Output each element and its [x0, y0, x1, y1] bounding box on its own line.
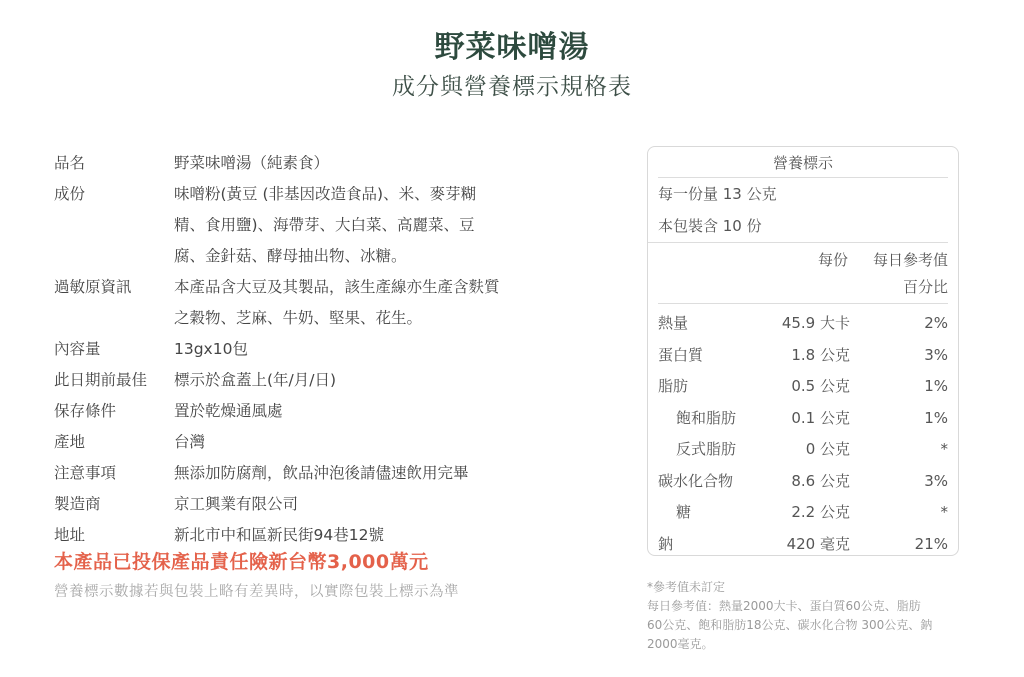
spec-row-allergen	[54, 272, 574, 334]
nutrition-row	[658, 308, 948, 340]
spec-value: 無添加防腐劑，飲品沖泡後請儘速飲用完畢	[174, 464, 469, 482]
footnote-line: 每日參考值：熱量2000大卡、蛋白質60公克、脂肪	[647, 599, 921, 613]
nutrient-qty: 0.1 公克	[791, 408, 850, 427]
nutrient-pct: 21%	[914, 534, 948, 553]
ingredients-line: 腐、金針菇、酵母抽出物、冰糖。	[174, 247, 407, 265]
spec-label: 內容量	[54, 340, 101, 358]
nutrient-pct: *	[940, 440, 948, 458]
col-daily-value: 每日參考值	[872, 251, 948, 269]
spec-label: 保存條件	[54, 402, 117, 420]
page-subtitle: 成分與營養標示規格表	[392, 74, 632, 100]
nutrition-row	[658, 529, 948, 561]
nutrition-panel	[647, 146, 959, 556]
ingredients-line: 精、食用鹽)、海帶芽、大白菜、高麗菜、豆	[174, 216, 475, 234]
ingredients-line: 味噌粉(黃豆 (非基因改造食品)、米、麥芽糊	[174, 185, 477, 203]
nutrient-qty: 8.6 公克	[791, 471, 850, 490]
spec-value	[174, 179, 574, 272]
nutrient-name: 鈉	[658, 534, 674, 553]
spec-row-name	[54, 148, 574, 179]
footnote-line: *參考值未訂定	[647, 580, 726, 594]
spec-label: 品名	[54, 154, 86, 172]
nutrition-row	[658, 497, 948, 529]
spec-label: 此日期前最佳	[54, 371, 148, 389]
nutrient-name: 碳水化合物	[658, 471, 734, 490]
spec-table	[54, 148, 574, 551]
nutrient-name: 飽和脂肪	[676, 408, 737, 427]
spec-row-content	[54, 334, 574, 365]
col-per-serving: 每份	[817, 251, 848, 269]
nutrient-name: 反式脂肪	[676, 440, 737, 458]
spec-row-notice	[54, 458, 574, 489]
nutrition-row	[658, 371, 948, 403]
nutrient-pct: 2%	[924, 314, 948, 332]
nutrient-pct: 1%	[924, 377, 948, 395]
nutrition-row	[658, 403, 948, 435]
insurance-notice: 本產品已投保產品責任險新台幣3,000萬元	[54, 551, 429, 573]
nutrient-name: 蛋白質	[658, 345, 704, 364]
spec-row-expiry	[54, 365, 574, 396]
nutrient-pct: *	[940, 503, 948, 521]
spec-row-storage	[54, 396, 574, 427]
nutrient-qty: 420 毫克	[786, 534, 850, 553]
nutrition-column-header	[658, 243, 948, 304]
disclaimer-text: 營養標示數據若與包裝上略有差異時，以實際包裝上標示為準	[54, 584, 459, 600]
nutrient-name: 脂肪	[658, 377, 689, 395]
spec-label: 成份	[54, 185, 86, 203]
spec-value	[174, 272, 574, 334]
nutrition-row	[658, 340, 948, 372]
nutrient-pct: 1%	[924, 408, 948, 427]
page-title: 野菜味噌湯	[434, 30, 590, 65]
nutrient-pct: 3%	[924, 345, 948, 364]
spec-value: 置於乾燥通風處	[174, 402, 283, 420]
nutrition-title: 營養標示	[658, 147, 948, 178]
nutrient-qty: 2.2 公克	[791, 503, 850, 521]
serving-size: 每一份量 13 公克	[658, 185, 777, 203]
spec-value: 新北市中和區新民街94巷12號	[174, 526, 384, 544]
spec-value: 台灣	[174, 433, 206, 451]
spec-label: 地址	[54, 526, 86, 544]
allergen-line: 本產品含大豆及其製品，該生產線亦生產含麩質	[174, 278, 500, 296]
spec-value: 13gx10包	[174, 340, 248, 358]
spec-value: 京工興業有限公司	[174, 495, 299, 513]
nutrient-pct: 3%	[924, 471, 948, 490]
nutrient-name: 糖	[676, 503, 692, 521]
nutrient-qty: 1.8 公克	[791, 345, 850, 364]
nutrient-qty: 0.5 公克	[791, 377, 850, 395]
nutrition-row	[658, 466, 948, 498]
nutrition-row	[658, 434, 948, 466]
nutrient-name: 熱量	[658, 314, 689, 332]
spec-label: 注意事項	[54, 464, 117, 482]
spec-row-maker	[54, 489, 574, 520]
col-daily-value-pct: 百分比	[902, 278, 948, 296]
nutrient-qty: 45.9 大卡	[781, 314, 850, 332]
servings-per-pack: 本包裝含 10 份	[648, 210, 948, 243]
allergen-line: 之穀物、芝麻、牛奶、堅果、花生。	[174, 309, 423, 327]
nutrient-qty: 0 公克	[805, 440, 850, 458]
spec-label: 製造商	[54, 495, 101, 513]
spec-value: 野菜味噌湯（純素食）	[174, 154, 330, 172]
spec-row-origin	[54, 427, 574, 458]
nutrition-rows	[658, 304, 948, 560]
spec-label: 產地	[54, 433, 86, 451]
nutrition-footnote	[647, 578, 967, 654]
spec-value: 標示於盒蓋上(年/月/日)	[174, 371, 337, 389]
footnote-line: 2000毫克。	[647, 637, 714, 651]
spec-label: 過敏原資訊	[54, 278, 132, 296]
footnote-line: 60公克、飽和脂肪18公克、碳水化合物 300公克、鈉	[647, 618, 933, 632]
spec-row-ingredients	[54, 179, 574, 272]
